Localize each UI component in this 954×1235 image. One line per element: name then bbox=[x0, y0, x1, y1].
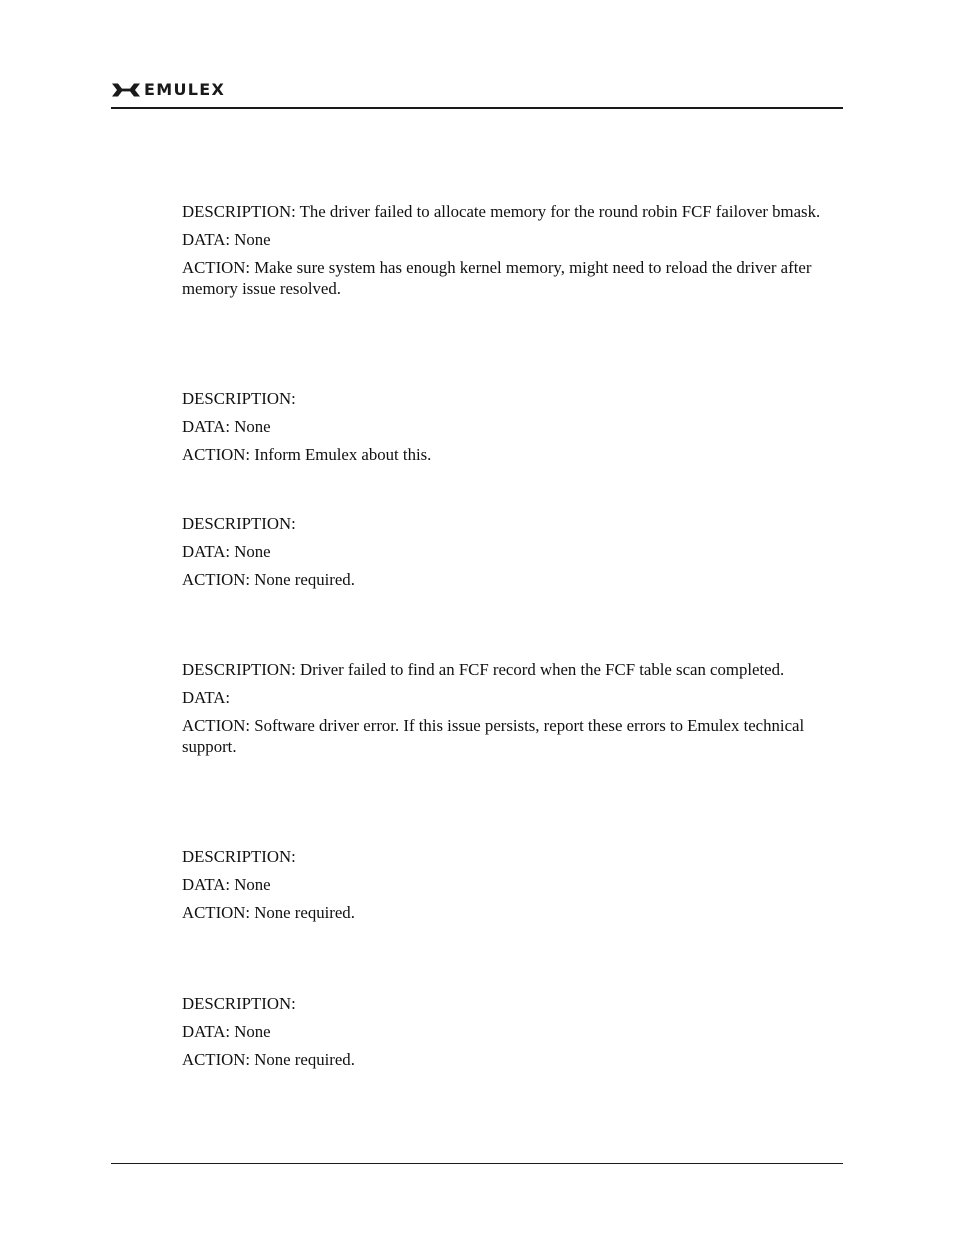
message-entry bbox=[182, 513, 842, 597]
message-entry bbox=[182, 201, 842, 306]
entry-description: DESCRIPTION: bbox=[182, 389, 296, 408]
emulex-chevron-logo-icon bbox=[111, 82, 141, 98]
header-divider bbox=[111, 107, 843, 109]
entry-action: ACTION: Inform Emulex about this. bbox=[182, 445, 432, 464]
entry-action: ACTION: None required. bbox=[182, 903, 355, 922]
entry-data: DATA: bbox=[182, 688, 231, 707]
message-entry bbox=[182, 388, 842, 472]
entry-description: DESCRIPTION: The driver failed to allocate memory for the round robin FCF failover bmask. bbox=[182, 202, 821, 221]
entry-data: DATA: None bbox=[182, 417, 271, 436]
entry-data: DATA: None bbox=[182, 230, 271, 249]
entry-data: DATA: None bbox=[182, 875, 271, 894]
message-entry bbox=[182, 846, 842, 930]
entry-action: ACTION: None required. bbox=[182, 570, 355, 589]
emulex-logo bbox=[111, 81, 225, 99]
page-header bbox=[111, 78, 843, 109]
message-entry bbox=[182, 659, 842, 764]
entry-data: DATA: None bbox=[182, 1022, 271, 1041]
entry-data: DATA: None bbox=[182, 542, 271, 561]
logo-wordmark: EMULEX bbox=[144, 80, 226, 99]
entry-action: ACTION: Software driver error. If this issue persists, report these errors to Emulex technical support. bbox=[182, 716, 805, 756]
entry-description: DESCRIPTION: bbox=[182, 514, 296, 533]
entry-description: DESCRIPTION: bbox=[182, 994, 296, 1013]
footer-divider bbox=[111, 1163, 843, 1164]
entry-description: DESCRIPTION: Driver failed to find an FCF record when the FCF table scan completed. bbox=[182, 660, 785, 679]
entry-action: ACTION: Make sure system has enough kernel memory, might need to reload the driver after memory issue resolved. bbox=[182, 258, 812, 298]
entry-description: DESCRIPTION: bbox=[182, 847, 296, 866]
message-entry bbox=[182, 993, 842, 1077]
entry-action: ACTION: None required. bbox=[182, 1050, 355, 1069]
